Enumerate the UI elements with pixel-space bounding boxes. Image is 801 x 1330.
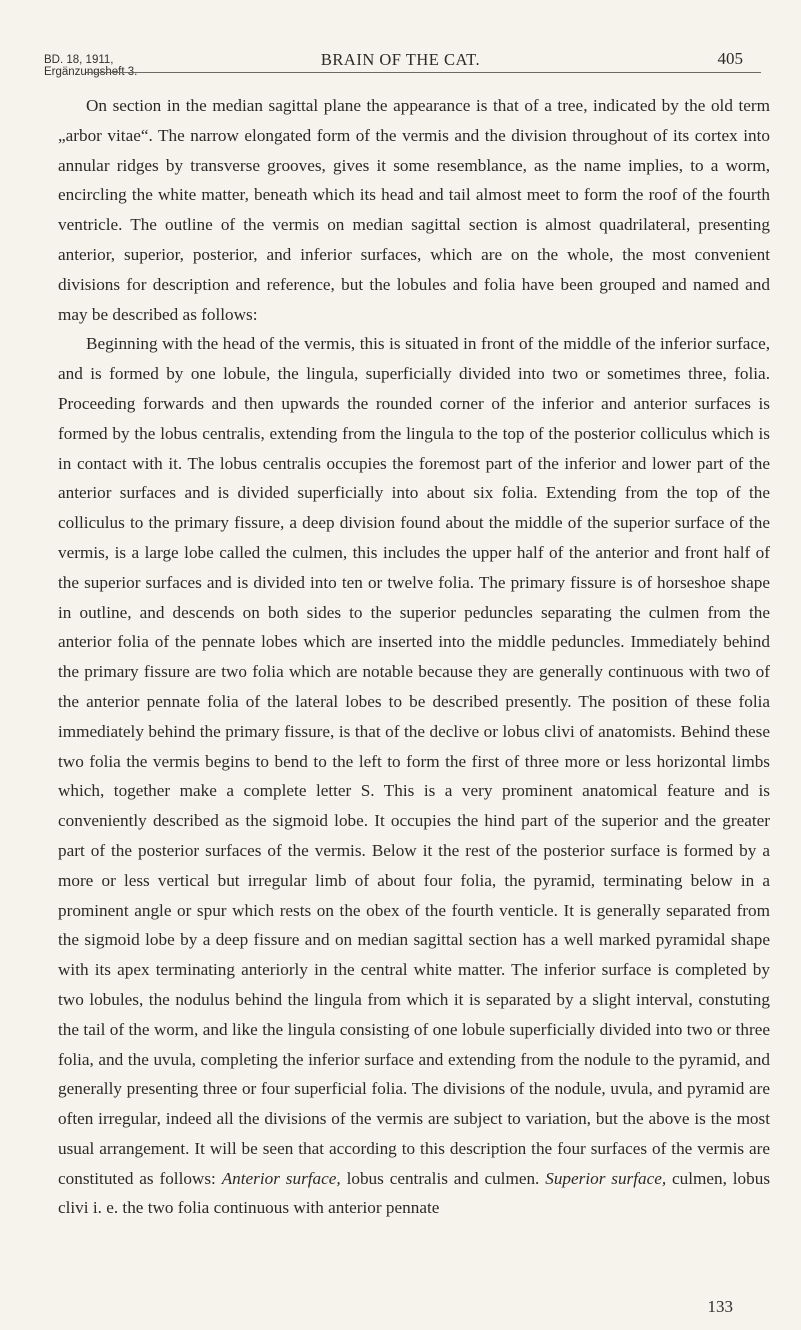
- page-number: 405: [717, 49, 743, 68]
- stamp-supplement: Ergänzungsheft 3.: [44, 66, 138, 78]
- italic-superior-surface: Superior surface,: [545, 1168, 667, 1188]
- paragraph-vermis-lobes: [58, 329, 770, 1223]
- body-text: [58, 91, 770, 1223]
- stamp-volume: BD. 18, 1911,: [44, 54, 114, 66]
- header-rule: [86, 72, 761, 73]
- paragraph-arbor-vitae: On section in the median sagittal plane the appearance is that of a tree, indicated by the old term „arbor vitae“. The narrow elongated form of the vermis and the division throughout of its cortex into annular ridges by transverse grooves, gives it some resemblance, as the name implies, to a worm, encircling the white matter, beneath which its head and tail almost meet to form the roof of the fourth ventricle. The outline of the vermis on median sagittal section is almost quadrilateral, presenting anterior, superior, posterior, and inferior surfaces, which are on the whole, the most convenient divisions for description and reference, but the lobules and folia have been grouped and named and may be described as follows:: [58, 96, 770, 324]
- anterior-surface-parts: lobus centralis and culmen.: [346, 1168, 540, 1188]
- italic-anterior-surface: Anterior surface,: [221, 1168, 341, 1188]
- paragraph-main-text: Beginning with the head of the vermis, this is situated in front of the middle of the inferior surface, and is formed by one lobule, the lingula, superficially divided into two or sometimes three, folia. Proceeding forwards and then upwards the rounded corner of the inferior and anterior surfaces is formed by the lobus centralis, extending from the lingula to the top of the posterior colliculus which is in contact with it. The lobus centralis occupies the foremost part of the inferior and lower part of the anterior surfaces and is divided superficially into about six folia. Extending from the top of the colliculus to the primary fissure, a deep division found about the middle of the superior surface of the vermis, is a large lobe called the culmen, this includes the upper half of the anterior and front half of the superior surfaces and is divided into ten or twelve folia. The primary fissure is of horseshoe shape in outline, and descends on both sides to the superior peduncles separating the culmen from the anterior folia of the pennate lobes which are inserted into the middle peduncles. Immediately behind the primary fissure are two folia which are notable because they are generally continuous with two of the anterior pennate folia of the lateral lobes to be described presently. The position of these folia immediately behind the primary fissure, is that of the declive or lobus clivi of anatomists. Behind these two folia the vermis begins to bend to the left to form the first of three more or less horizontal limbs which, together make a complete letter S. This is a very prominent anatomical feature and is conveniently described as the sigmoid lobe. It occupies the hind part of the superior and the greater part of the posterior surfaces of the vermis. Below it the rest of the posterior surface is formed by a more or less vertical but irregular limb of about four folia, the pyramid, terminating below in a prominent angle or spur which rests on the obex of the fourth venticle. It is generally separated from the sigmoid lobe by a deep fissure and on median sagittal section has a well marked pyramidal shape with its apex terminating anteriorly in the central white matter. The inferior surface is completed by two lobules, the nodulus behind the lingula from which it is separated by a slight interval, constuting the tail of the worm, and like the lingula consisting of one lobule superficially divided into two or three folia, and the uvula, completing the inferior surface and extending from the nodule to the pyramid, and generally presenting three or four superficial folia. The divisions of the nodule, uvula, and pyramid are often irregular, indeed all the divisions of the vermis are subject to variation, but the above is the most usual arrangement. It will be seen that according to this description the four surfaces of the vermis are constituted as follows:: [58, 334, 770, 1188]
- running-head-title: BRAIN OF THE CAT.: [320, 50, 481, 69]
- folio-number: 133: [707, 1297, 733, 1316]
- superior-surface-parts: culmen, lobus clivi i. e. the two folia continuous with anterior pennate: [58, 1168, 771, 1218]
